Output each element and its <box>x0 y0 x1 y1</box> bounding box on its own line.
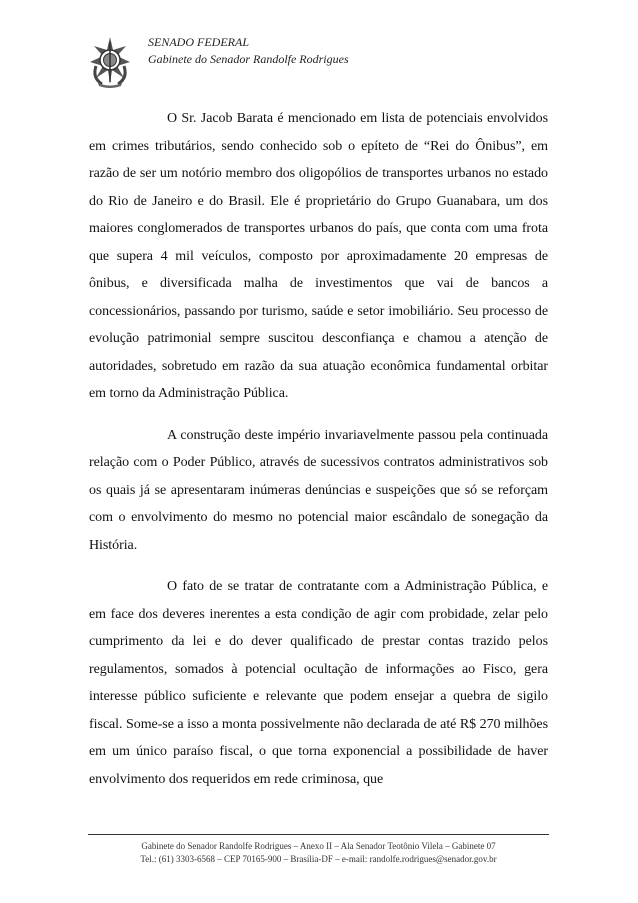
paragraph: O fato de se tratar de contratante com a Administração Pública, e em face dos deveres inerentes a esta condição de agir com probidade, zelar pelo cumprimento da lei e do dever qualificado de prestar contas trazido pelos regulamentos, somados à potencial ocultação de informações ao Fisco, gera interesse público suficiente e relevante que podem ensejar a quebra de sigilo fiscal. Some-se a isso a monta possivelmente não declarada de até R$ 270 milhões em um único paraíso fiscal, o que torna exponencial a possibilidade de haver envolvimento dos requeridos em rede criminosa, que <box>89 579 548 787</box>
footer-divider <box>88 834 549 835</box>
letterhead-text <box>148 34 349 68</box>
footer-contact: Tel.: (61) 3303-6568 – CEP 70165-900 – Brasília-DF – e-mail: randolfe.rodrigues@senador.gov.br <box>140 854 497 864</box>
brazil-coat-of-arms-icon <box>88 36 132 88</box>
paragraph: A construção deste império invariavelmente passou pela continuada relação com o Poder Público, através de sucessivos contratos administrativos sob os quais já se apresentaram inúmeras denúncias e suspeições que só se reforçam com o envolvimento do mesmo no potencial maior escândalo de sonegação da História. <box>89 427 548 553</box>
office-name: Gabinete do Senador Randolfe Rodrigues <box>148 52 349 66</box>
letterhead <box>88 34 548 94</box>
document-body <box>89 105 548 793</box>
institution-name: SENADO FEDERAL <box>148 35 249 49</box>
paragraph: O Sr. Jacob Barata é mencionado em lista de potenciais envolvidos em crimes tributários, sendo conhecido sob o epíteto de “Rei do Ônibus”, em razão de ser um notório membro dos oligopólios de transportes urbanos no estado do Rio de Janeiro e do Brasil. Ele é proprietário do Grupo Guanabara, um dos maiores conglomerados de transportes urbanos do país, que conta com uma frota que supera 4 mil veículos, composto por aproximadamente 20 empresas de ônibus, e diversificada malha de investimentos que vai de bancos a concessionários, passando por turismo, saúde e setor imobiliário. Seu processo de evolução patrimonial sempre suscitou desconfiança e chamou a atenção de autoridades, sobretudo em razão da sua atuação econômica fundamental orbitar em torno da Administração Pública. <box>89 111 548 401</box>
footer-address: Gabinete do Senador Randolfe Rodrigues – Anexo II – Ala Senador Teotônio Vilela – Gabinete 07 <box>141 841 496 851</box>
page-footer <box>88 840 549 866</box>
